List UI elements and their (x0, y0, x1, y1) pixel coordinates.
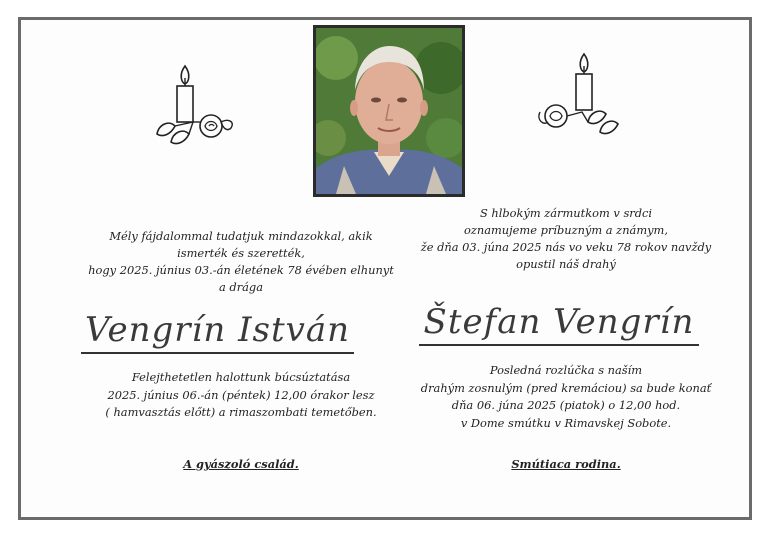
deceased-name-hungarian: Vengrín István (81, 310, 354, 354)
slovak-funeral-details (401, 362, 731, 432)
intro-line: a drága (218, 280, 264, 294)
intro-line: Mély fájdalommal tudatjuk mindazokkal, akik (109, 229, 373, 243)
details-line: v Dome smútku v Rimavskej Sobote. (460, 415, 672, 430)
details-line: dňa 06. júna 2025 (piatok) o 12,00 hod. (451, 398, 681, 412)
hungarian-signature: A gyászoló család. (183, 457, 299, 471)
intro-line: že dňa 03. júna 2025 nás vo veku 78 rokov navždy (420, 240, 712, 254)
hungarian-funeral-details (61, 369, 421, 422)
intro-line: ismerték és szerették, (177, 246, 305, 260)
details-line: 2025. június 06.-án (péntek) 12,00 órakor lesz (107, 387, 375, 402)
hungarian-intro (61, 228, 421, 296)
slovak-signature: Smútiaca rodina. (511, 457, 621, 471)
intro-line: S hlbokým zármutkom v srdci (479, 206, 653, 220)
slovak-intro (401, 205, 731, 273)
candle-rose-icon-right (538, 40, 628, 150)
intro-line: hogy 2025. június 03.-án életének 78 évében elhunyt (88, 263, 394, 277)
details-line: Posledná rozlúčka s naším (489, 363, 643, 377)
details-line: ( hamvasztás előtt) a rimaszombati temetőben. (105, 405, 377, 419)
details-line: drahým zosnulým (pred kremáciou) sa bude konať (420, 380, 712, 395)
intro-line: opustil náš drahý (516, 257, 616, 271)
intro-line: oznamujeme príbuzným a známym, (464, 223, 668, 237)
obituary-card (18, 17, 752, 520)
portrait-image (316, 28, 462, 194)
candle-rose-icon-left (153, 48, 243, 158)
details-line: Felejthetetlen halottunk búcsúztatása (131, 370, 351, 384)
portrait-photo (313, 25, 465, 197)
deceased-name-slovak: Štefan Vengrín (419, 302, 699, 346)
